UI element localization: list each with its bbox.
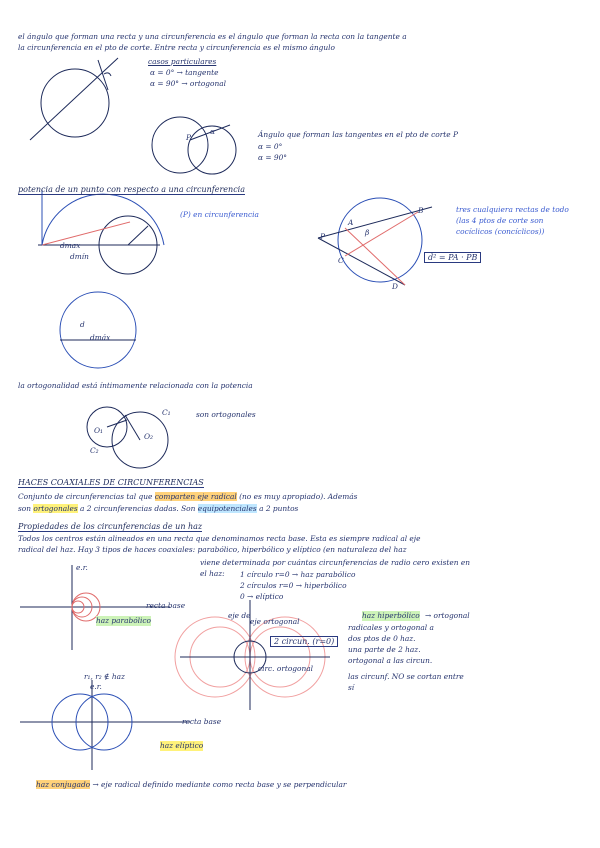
power-figure	[38, 190, 164, 274]
label-d: D	[392, 282, 398, 291]
power-heading: potencia de un punto con respecto a una circunferencia	[18, 185, 245, 194]
recta-base-label-2: recta base	[182, 717, 222, 726]
cyclic-note-3: cocíclicos (concíclicos))	[456, 227, 545, 236]
def-highlight-equipotenciales: equipotenciales	[197, 504, 257, 513]
inner-dmax-label: dmáx	[90, 333, 111, 342]
footer-line	[36, 780, 346, 790]
hyper-line-b: dos ptos de 0 haz.	[348, 634, 416, 643]
hyper-line-a: radicales y ortogonal a	[348, 623, 434, 632]
haz-hiperbolico-label: haz hiperbólico	[362, 611, 420, 620]
label-o2: O₂	[144, 432, 154, 441]
orthogonality-text: la ortogonalidad está íntimamente relacionada con la potencia	[18, 381, 253, 390]
props-line-1: Todos los centros están alineados en una recta que denominamos recta base. Esta es siempre radical al eje	[18, 534, 421, 543]
power-formula: d² = PA · PB	[424, 252, 481, 263]
dmax-label: dmax	[60, 241, 81, 250]
circ-ortog-label: circ. ortogonal	[258, 664, 313, 673]
footer-rest: → eje radical definido mediante como recta base y se perpendicular	[92, 780, 347, 789]
props-line-3: viene determinada por cuántas circunferencias de radio cero existen en	[200, 558, 470, 567]
point-p-label: P	[186, 133, 191, 142]
def-prefix: Conjunto de circunferencias tal que	[18, 492, 153, 501]
tangent-angle-text: Ángulo que forman las tangentes en el pto de corte P	[258, 130, 458, 139]
orthogonal-circles-figure	[87, 407, 168, 468]
footer-highlight: haz conjugado	[36, 780, 91, 789]
inner-point-figure	[60, 292, 136, 368]
elliptic-pencil-figure	[20, 680, 190, 770]
def2-mid: a 2 circunferencias dadas. Son	[80, 504, 196, 513]
cyclic-figure	[318, 198, 432, 285]
label-o1: O₁	[94, 426, 104, 435]
intro-line-1: el ángulo que forman una recta y una circunferencia es el ángulo que forman la recta con la tangente a	[18, 32, 407, 41]
recta-base-label-1: recta base	[146, 601, 186, 610]
def-mid: (no es muy apropiado). Además	[239, 492, 358, 501]
def2-end: a 2 puntos	[259, 504, 299, 513]
coaxial-def-1	[18, 492, 357, 502]
cases-title: casos particulares	[148, 57, 217, 66]
label-c: C	[338, 256, 344, 265]
def2-prefix: son	[18, 504, 32, 513]
props-heading: Propiedades de los circunferencias de un haz	[18, 522, 203, 531]
secant-figure	[30, 58, 118, 140]
hyper-title-prefix: eje de	[228, 611, 251, 620]
e-label-elliptic: e.r.	[90, 682, 102, 691]
def-highlight-eje: comparten eje radical	[154, 492, 237, 501]
circled-label: (P) en circunferencia	[180, 210, 259, 219]
type-elliptic: 0 → elíptico	[240, 592, 284, 601]
inner-d-label: d	[80, 320, 85, 329]
dmin-label: dmín	[70, 252, 89, 261]
cyclic-note-2: (las 4 ptos de corte son	[456, 216, 544, 225]
coaxial-heading: HACES COAXIALES DE CIRCUNFERENCIAS	[18, 478, 204, 487]
type-hyperbolic: 2 círculos r=0 → hiperbólico	[240, 581, 347, 590]
r1r2-label: r₁, r₂ ∉ haz	[84, 672, 125, 681]
props-line-2: radical del haz. Hay 3 tipos de haces coaxiales: parabólico, hiperbólico y elíptico (en naturaleza del haz	[18, 545, 407, 554]
eje-ortogonal-label: eje ortogonal	[250, 617, 300, 626]
props-line-4: el haz:	[200, 569, 225, 578]
cyclic-note-1: tres cualquiera rectas de todo	[456, 205, 569, 214]
hyper-title-suffix: → ortogonal	[425, 611, 470, 620]
case-tangent: α = 0° → tangente	[150, 68, 219, 77]
intersecting-circles-figure	[152, 117, 236, 174]
final-note-1: las circunf. NO se cortan entre	[348, 672, 464, 681]
intro-line-2: la circunferencia en el pto de corte. Entre recta y circunferencia es el mismo ángulo	[18, 43, 335, 52]
def-highlight-ortogonales: ortogonales	[33, 504, 78, 513]
eje-radical-label-1: e.r.	[76, 563, 88, 572]
label-c2: C₂	[90, 446, 99, 455]
coaxial-def-2	[18, 504, 298, 514]
haz-parabolico-label: haz parabólico	[96, 616, 151, 625]
label-beta: β	[365, 228, 370, 237]
haz-eliptico-label: haz elíptico	[160, 741, 204, 750]
alpha-ninety: α = 90°	[258, 153, 287, 162]
final-note-2: sí	[348, 683, 355, 692]
type-parabolic: 1 círculo r=0 → haz parabólico	[240, 570, 356, 579]
label-c1: C₁	[162, 408, 171, 417]
hyper-line-c: una parte de 2 haz.	[348, 645, 421, 654]
label-b: B	[418, 206, 424, 215]
case-orthogonal: α = 90° → ortogonal	[150, 79, 226, 88]
alpha-zero: α = 0°	[258, 142, 283, 151]
label-a: A	[348, 218, 354, 227]
label-p: P	[320, 232, 325, 241]
ortho-label: son ortogonales	[196, 410, 256, 419]
hyper-line-d: ortogonal a las circun.	[348, 656, 433, 665]
alpha-label: α	[210, 127, 215, 136]
circ-box: 2 circun. (r=0)	[270, 636, 338, 647]
